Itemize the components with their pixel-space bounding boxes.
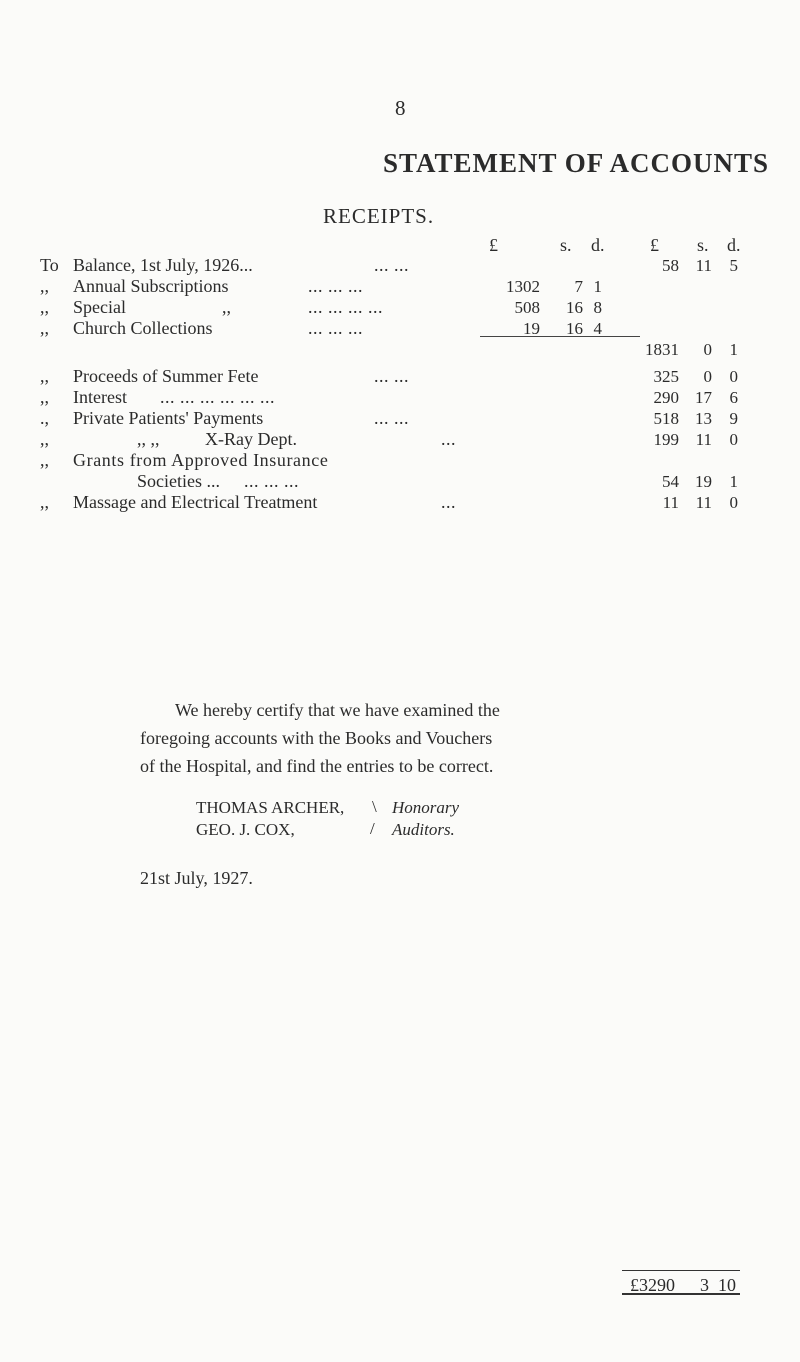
row-outer-pence: 9: [729, 409, 738, 428]
statement-date: 21st July, 1927.: [140, 868, 253, 888]
row-outer-shillings: 13: [695, 409, 712, 428]
row-outer-pence: 0: [729, 493, 738, 512]
row-prefix: ,,: [40, 387, 49, 407]
row-leader: ... ... ... ... ... ...: [160, 387, 275, 407]
row-outer-pence: 5: [729, 256, 738, 275]
page-number: 8: [395, 96, 406, 120]
row-prefix: ,,: [40, 276, 49, 296]
row-label: Proceeds of Summer Fete: [73, 366, 259, 386]
header-inner-pence: d.: [591, 235, 605, 255]
header-outer-pence: d.: [727, 235, 741, 255]
row-outer-pence: 0: [729, 430, 738, 449]
row-outer-pounds: 325: [653, 367, 679, 386]
row-prefix: ,,: [40, 450, 49, 470]
row-prefix: ,,: [40, 429, 49, 449]
row-inner-pounds: 19: [523, 319, 540, 338]
row-inner-pence: 8: [593, 298, 602, 317]
row-leader: ... ...: [374, 255, 409, 275]
row-outer-pounds: 1831: [645, 340, 679, 359]
header-outer-shillings: s.: [697, 235, 709, 255]
row-label: Private Patients' Payments: [73, 408, 264, 428]
row-outer-pounds: 11: [662, 493, 679, 512]
row-label: Interest: [73, 387, 127, 407]
row-outer-shillings: 11: [695, 493, 712, 512]
auditor-role-2: Auditors.: [392, 820, 455, 839]
brace-top: \: [372, 797, 377, 816]
brace-bottom: /: [370, 819, 375, 838]
row-inner-pounds: 508: [514, 298, 540, 317]
auditor-name-2: GEO. J. COX,: [196, 820, 295, 839]
row-label: Special: [73, 297, 126, 317]
grand-total-pence: 10: [718, 1275, 736, 1295]
row-outer-pounds: 518: [653, 409, 679, 428]
row-inner-shillings: 16: [566, 298, 583, 317]
row-outer-shillings: 0: [703, 367, 712, 386]
certificate-line-3: of the Hospital, and find the entries to be correct.: [140, 756, 494, 776]
row-leader: ... ... ... ...: [308, 297, 383, 317]
row-leader: ... ...: [374, 366, 409, 386]
row-label: Balance, 1st July, 1926...: [73, 255, 253, 275]
section-heading: RECEIPTS.: [323, 204, 435, 228]
row-outer-shillings: 19: [695, 472, 712, 491]
row-outer-shillings: 0: [703, 340, 712, 359]
row-outer-shillings: 17: [695, 388, 712, 407]
row-leader: ... ... ...: [308, 318, 363, 338]
total-rule: [622, 1270, 740, 1271]
row-outer-pence: 1: [729, 340, 738, 359]
row-prefix: ,,: [40, 297, 49, 317]
certificate-line-1: We hereby certify that we have examined the: [175, 700, 500, 720]
row-outer-pounds: 58: [662, 256, 679, 275]
grand-total-shillings: 3: [700, 1275, 709, 1295]
row-outer-pounds: 199: [653, 430, 679, 449]
row-leader: ... ...: [374, 408, 409, 428]
header-inner-shillings: s.: [560, 235, 572, 255]
row-outer-pence: 0: [729, 367, 738, 386]
row-inner-pounds: 1302: [506, 277, 540, 296]
row-inner-shillings: 16: [566, 319, 583, 338]
row-inner-shillings: 7: [574, 277, 583, 296]
row-outer-pounds: 290: [653, 388, 679, 407]
row-outer-shillings: 11: [695, 256, 712, 275]
row-leader: ...: [441, 492, 456, 512]
grand-total-pounds: £3290: [630, 1275, 675, 1295]
certificate-line-2: foregoing accounts with the Books and Vouchers: [140, 728, 493, 748]
header-inner-pounds: £: [489, 235, 498, 255]
row-prefix: ,,: [40, 366, 49, 386]
row-leader: ... ... ...: [308, 276, 363, 296]
row-prefix: ,,: [40, 318, 49, 338]
row-prefix: To: [40, 255, 59, 275]
row-outer-pence: 1: [729, 472, 738, 491]
page-title: STATEMENT OF ACCOUNTS: [383, 148, 770, 178]
row-label: Grants from Approved Insurance: [73, 450, 329, 470]
row-label: Societies ...: [137, 471, 220, 491]
row-leader: ... ... ...: [244, 471, 299, 491]
row-outer-pence: 6: [729, 388, 738, 407]
row-prefix: .,: [40, 408, 49, 428]
row-leader: ...: [441, 429, 456, 449]
row-ditto: ,,: [222, 297, 231, 317]
row-ditto: ,, ,,: [137, 429, 160, 449]
row-outer-shillings: 11: [695, 430, 712, 449]
row-inner-pence: 4: [593, 319, 602, 338]
row-inner-pence: 1: [593, 277, 602, 296]
row-label: X-Ray Dept.: [205, 429, 297, 449]
header-outer-pounds: £: [650, 235, 659, 255]
row-outer-pounds: 54: [662, 472, 679, 491]
row-label: Church Collections: [73, 318, 213, 338]
row-label: Massage and Electrical Treatment: [73, 492, 318, 512]
auditor-role-1: Honorary: [392, 798, 460, 817]
auditor-name-1: THOMAS ARCHER,: [196, 798, 345, 817]
row-prefix: ,,: [40, 492, 49, 512]
subtotal-rule: [480, 336, 640, 337]
row-label: Annual Subscriptions: [73, 276, 229, 296]
